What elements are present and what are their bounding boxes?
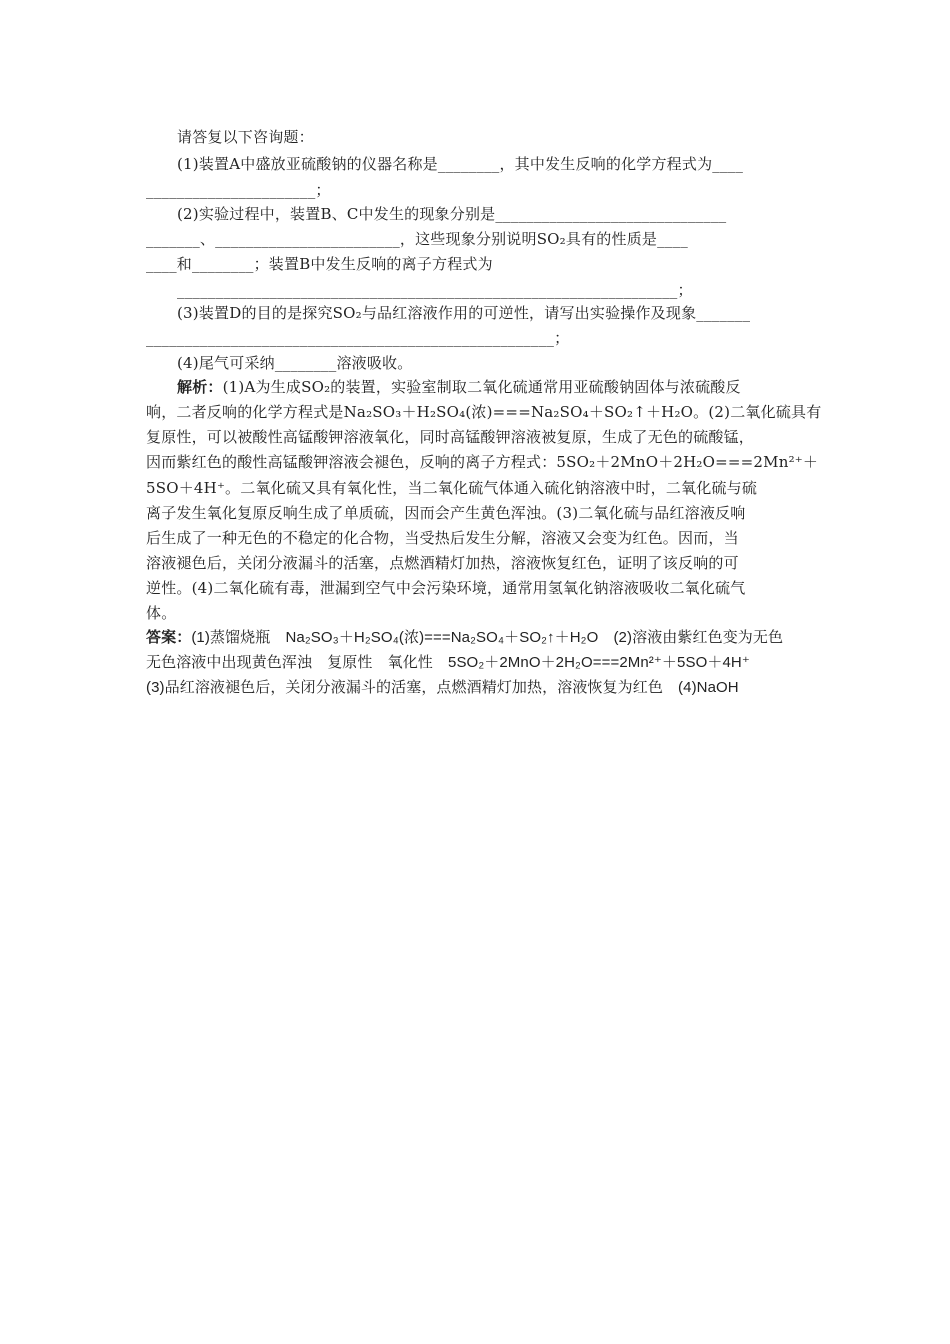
question-2-line-1: (2)实验过程中，装置B、C中发生的现象分别是______________________________ xyxy=(177,205,727,223)
analysis-line-10: 体。 xyxy=(146,604,177,622)
question-1-line-1: (1)装置A中盛放亚硫酸钠的仪器名称是________，其中发生反响的化学方程式为____ xyxy=(177,155,744,173)
analysis-line-2: 响，二者反响的化学方程式是Na₂SO₃＋H₂SO₄(浓)===Na₂SO₄＋SO₂↑＋H₂O。(2)二氧化硫具有 xyxy=(146,403,822,421)
question-2-line-3: ____和________；装置B中发生反响的离子方程式为 xyxy=(146,255,493,273)
analysis-line-5: 5SO＋4H⁺。二氧化硫又具有氧化性，当二氧化硫气体通入硫化钠溶液中时，二氧化硫与硫 xyxy=(146,479,758,497)
analysis-line-3: 复原性，可以被酸性高锰酸钾溶液氧化，同时高锰酸钾溶液被复原，生成了无色的硫酸锰， xyxy=(146,428,755,446)
question-1-line-2: ______________________； xyxy=(146,181,331,199)
question-3-line-2: _____________________________________________________； xyxy=(146,329,570,347)
analysis-text: (1)A为生成SO₂的装置，实验室制取二氧化硫通常用亚硫酸钠固体与浓硫酸反 xyxy=(222,378,741,396)
analysis-line-6: 离子发生氧化复原反响生成了单质硫，因而会产生黄色浑浊。(3)二氧化硫与品红溶液反响 xyxy=(146,504,746,522)
answer-line-1 xyxy=(146,628,783,648)
analysis-label: 解析： xyxy=(177,378,223,396)
answer-label: 答案： xyxy=(146,629,192,646)
answer-line-2: 无色溶液中出现黄色浑浊 复原性 氧化性 5SO₂＋2MnO＋2H₂O===2Mn²⁺＋5SO＋4H⁺ xyxy=(146,654,750,671)
answer-line-3: (3)品红溶液褪色后，关闭分液漏斗的活塞，点燃酒精灯加热，溶液恢复为红色 (4)NaOH xyxy=(146,679,739,696)
question-3-line-1: (3)装置D的目的是探究SO₂与品红溶液作用的可逆性，请写出实验操作及现象_______ xyxy=(177,304,751,322)
question-2-line-2: _______、________________________，这些现象分别说明SO₂具有的性质是____ xyxy=(146,230,688,248)
analysis-line-9: 逆性。(4)二氧化硫有毒，泄漏到空气中会污染环境，通常用氢氧化钠溶液吸收二氧化硫气 xyxy=(146,579,746,597)
question-intro: 请答复以下咨询题： xyxy=(177,128,314,146)
analysis-line-8: 溶液褪色后，关闭分液漏斗的活塞，点燃酒精灯加热，溶液恢复红色，证明了该反响的可 xyxy=(146,554,739,572)
analysis-line-1 xyxy=(177,377,741,397)
question-4: (4)尾气可采纳________溶液吸收。 xyxy=(177,354,413,372)
analysis-line-7: 后生成了一种无色的不稳定的化合物，当受热后发生分解，溶液又会变为红色。因而，当 xyxy=(146,529,739,547)
analysis-line-4: 因而紫红色的酸性高锰酸钾溶液会褪色，反响的离子方程式：5SO₂＋2MnO＋2H₂O===2Mn²⁺＋ xyxy=(146,453,819,471)
answer-text: (1)蒸馏烧瓶 Na₂SO₃＋H₂SO₄(浓)===Na₂SO₄＋SO₂↑＋H₂O (2)溶液由紫红色变为无色 xyxy=(191,629,784,646)
question-2-line-4: _________________________________________________________________； xyxy=(177,281,693,299)
